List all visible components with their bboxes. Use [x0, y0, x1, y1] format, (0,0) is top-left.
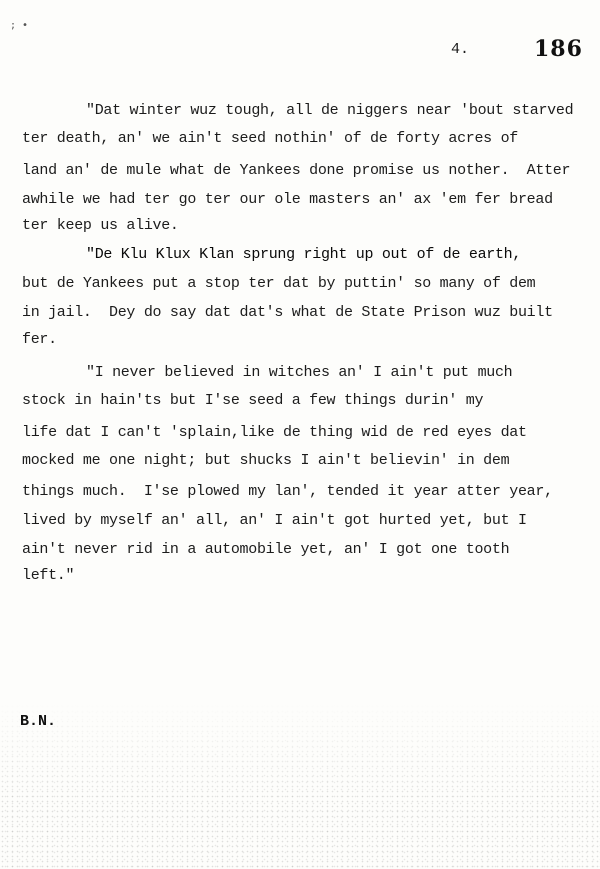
- text-line: lived by myself an' all, an' I ain't got hurted yet, but I: [22, 512, 527, 529]
- stamp-number: 186: [534, 36, 583, 62]
- author-initials: B.N.: [20, 713, 57, 730]
- text-line: life dat I can't 'splain,like de thing wid de red eyes dat: [22, 424, 527, 441]
- text-line: "I never believed in witches an' I ain't put much: [86, 364, 513, 381]
- text-line: things much. I'se plowed my lan', tended it year atter year,: [22, 483, 553, 500]
- scan-noise: [0, 699, 600, 869]
- text-line: land an' de mule what de Yankees done promise us nother. Atter: [22, 162, 571, 179]
- text-line: "Dat winter wuz tough, all de niggers near 'bout starved: [86, 102, 574, 119]
- text-line: in jail. Dey do say dat dat's what de State Prison wuz built: [22, 304, 553, 321]
- text-line: fer.: [22, 331, 57, 348]
- text-line: ter keep us alive.: [22, 217, 179, 234]
- edge-mark: ; •: [10, 20, 29, 31]
- text-line: mocked me one night; but shucks I ain't believin' in dem: [22, 452, 510, 469]
- text-line: ain't never rid in a automobile yet, an' I got one tooth: [22, 541, 510, 558]
- text-line: awhile we had ter go ter our ole masters an' ax 'em fer bread: [22, 191, 553, 208]
- text-line: left.": [22, 567, 75, 584]
- page-number: 4.: [451, 41, 470, 58]
- text-line: "De Klu Klux Klan sprung right up out of de earth,: [86, 246, 522, 263]
- text-line: stock in hain'ts but I'se seed a few things durin' my: [22, 392, 484, 409]
- text-line: ter death, an' we ain't seed nothin' of de forty acres of: [22, 130, 518, 147]
- text-line: but de Yankees put a stop ter dat by puttin' so many of dem: [22, 275, 536, 292]
